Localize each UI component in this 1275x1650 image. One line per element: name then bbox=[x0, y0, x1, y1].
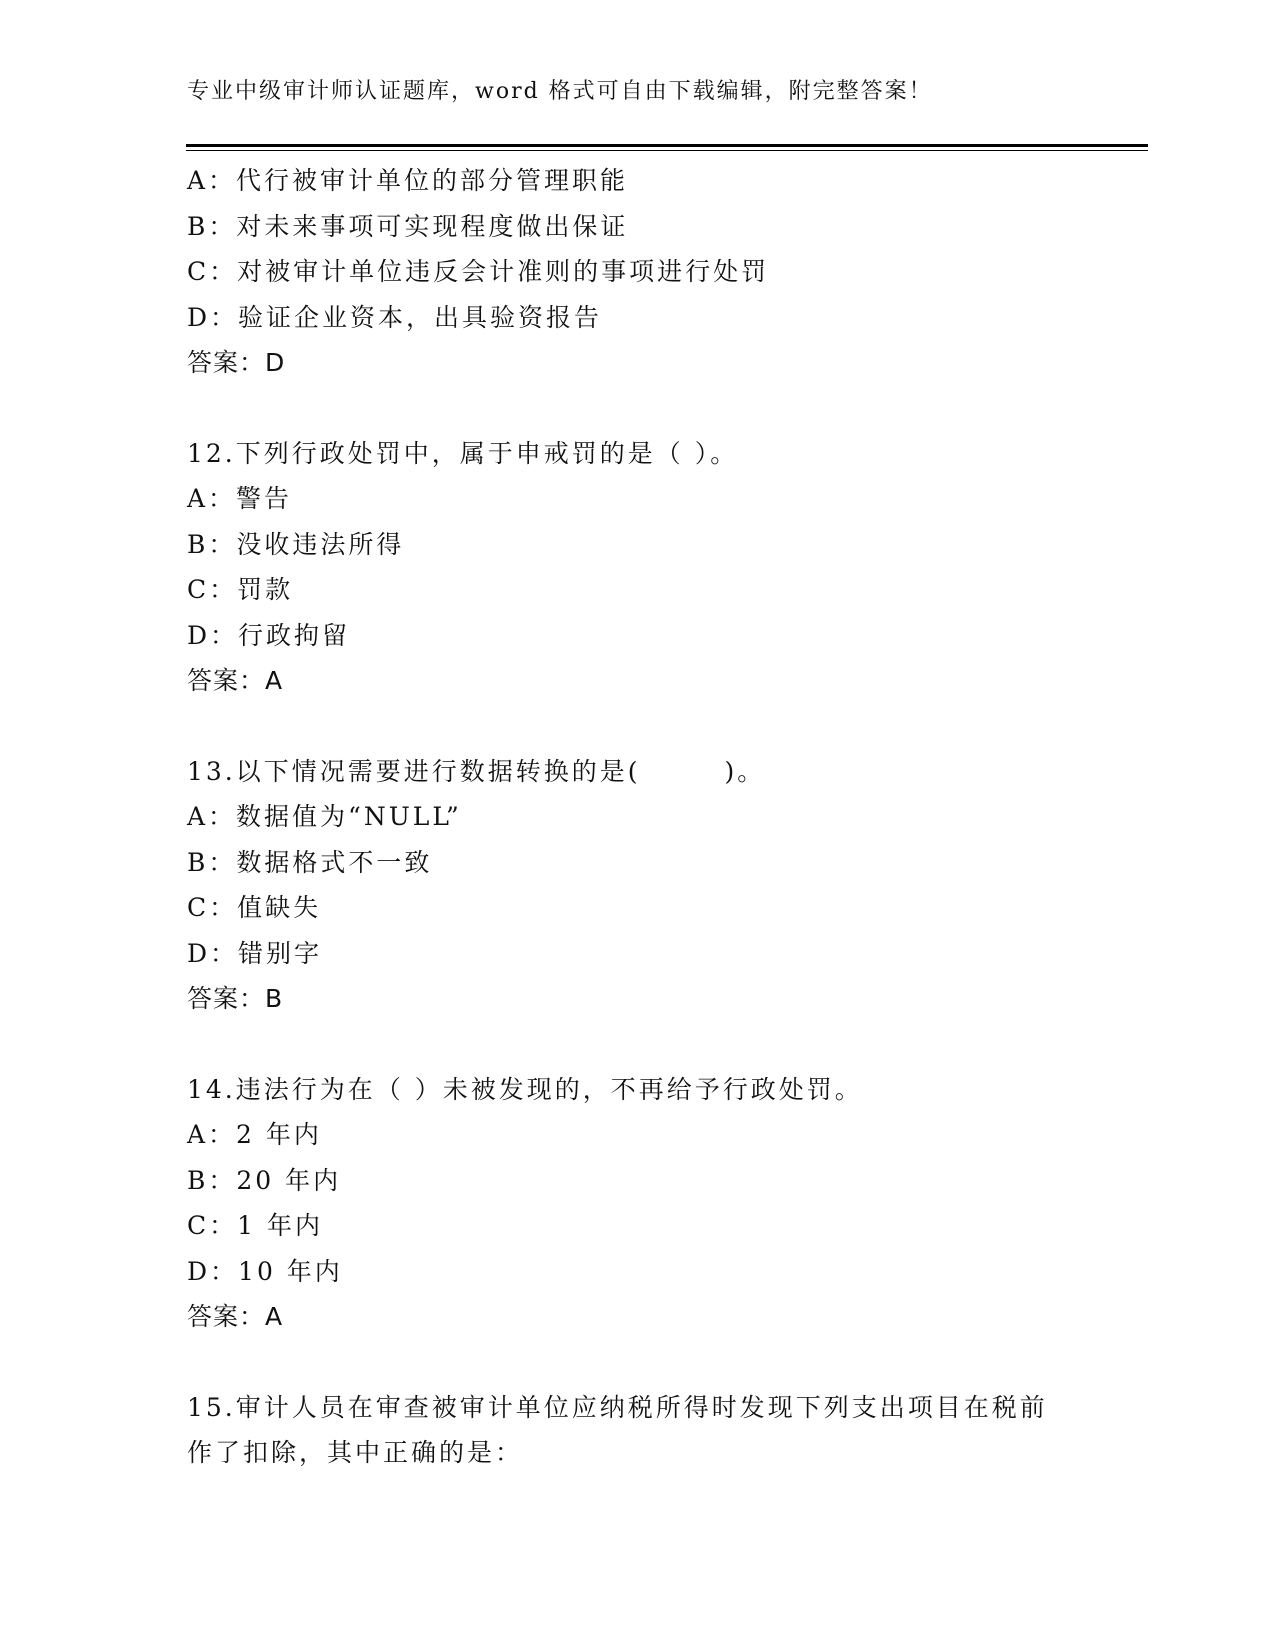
option-c: C：罚款 bbox=[187, 575, 294, 604]
option-c: C：对被审计单位违反会计准则的事项进行处罚 bbox=[187, 257, 770, 286]
option-b: B：数据格式不一致 bbox=[187, 847, 433, 877]
question-text: 12.下列行政处罚中，属于申戒罚的是（ ）。 bbox=[187, 438, 739, 468]
option-d: D：验证企业资本，出具验资报告 bbox=[187, 302, 603, 332]
question-15-block bbox=[187, 1385, 1087, 1476]
option-a: A：数据值为“NULL” bbox=[187, 802, 462, 831]
option-b: B：20 年内 bbox=[187, 1165, 342, 1195]
question-11-block bbox=[187, 158, 1087, 386]
question-text-line-2: 作了扣除，其中正确的是： bbox=[187, 1438, 524, 1467]
option-c: C：值缺失 bbox=[187, 893, 322, 922]
answer: 答案：A bbox=[187, 666, 284, 695]
option-a: A：代行被审计单位的部分管理职能 bbox=[187, 166, 629, 195]
option-d: D：10 年内 bbox=[187, 1256, 343, 1286]
question-12-block bbox=[187, 431, 1087, 704]
spacer bbox=[187, 704, 1087, 749]
option-b: B：没收违法所得 bbox=[187, 529, 405, 559]
page-header: 专业中级审计师认证题库，word 格式可自由下载编辑，附完整答案！ bbox=[187, 79, 933, 104]
header-rule-thin bbox=[186, 150, 1148, 151]
answer: 答案：B bbox=[187, 984, 284, 1013]
question-14-block bbox=[187, 1067, 1087, 1340]
option-c: C：1 年内 bbox=[187, 1211, 323, 1240]
question-text: 14.违法行为在（ ）未被发现的，不再给予行政处罚。 bbox=[187, 1074, 863, 1104]
option-d: D：错别字 bbox=[187, 938, 323, 968]
question-content bbox=[187, 158, 1087, 1476]
option-a: A：2 年内 bbox=[187, 1120, 322, 1149]
answer: 答案：D bbox=[187, 348, 286, 377]
option-b: B：对未来事项可实现程度做出保证 bbox=[187, 211, 629, 241]
spacer bbox=[187, 1022, 1087, 1067]
option-a: A：警告 bbox=[187, 484, 293, 513]
option-d: D：行政拘留 bbox=[187, 620, 351, 650]
header-rule-thick bbox=[186, 144, 1148, 147]
answer: 答案：A bbox=[187, 1302, 284, 1331]
spacer bbox=[187, 386, 1087, 431]
question-13-block bbox=[187, 749, 1087, 1022]
spacer bbox=[187, 1340, 1087, 1385]
question-text-line-1: 15.审计人员在审查被审计单位应纳税所得时发现下列支出项目在税前 bbox=[187, 1392, 1048, 1422]
question-text: 13.以下情况需要进行数据转换的是( )。 bbox=[187, 756, 766, 786]
